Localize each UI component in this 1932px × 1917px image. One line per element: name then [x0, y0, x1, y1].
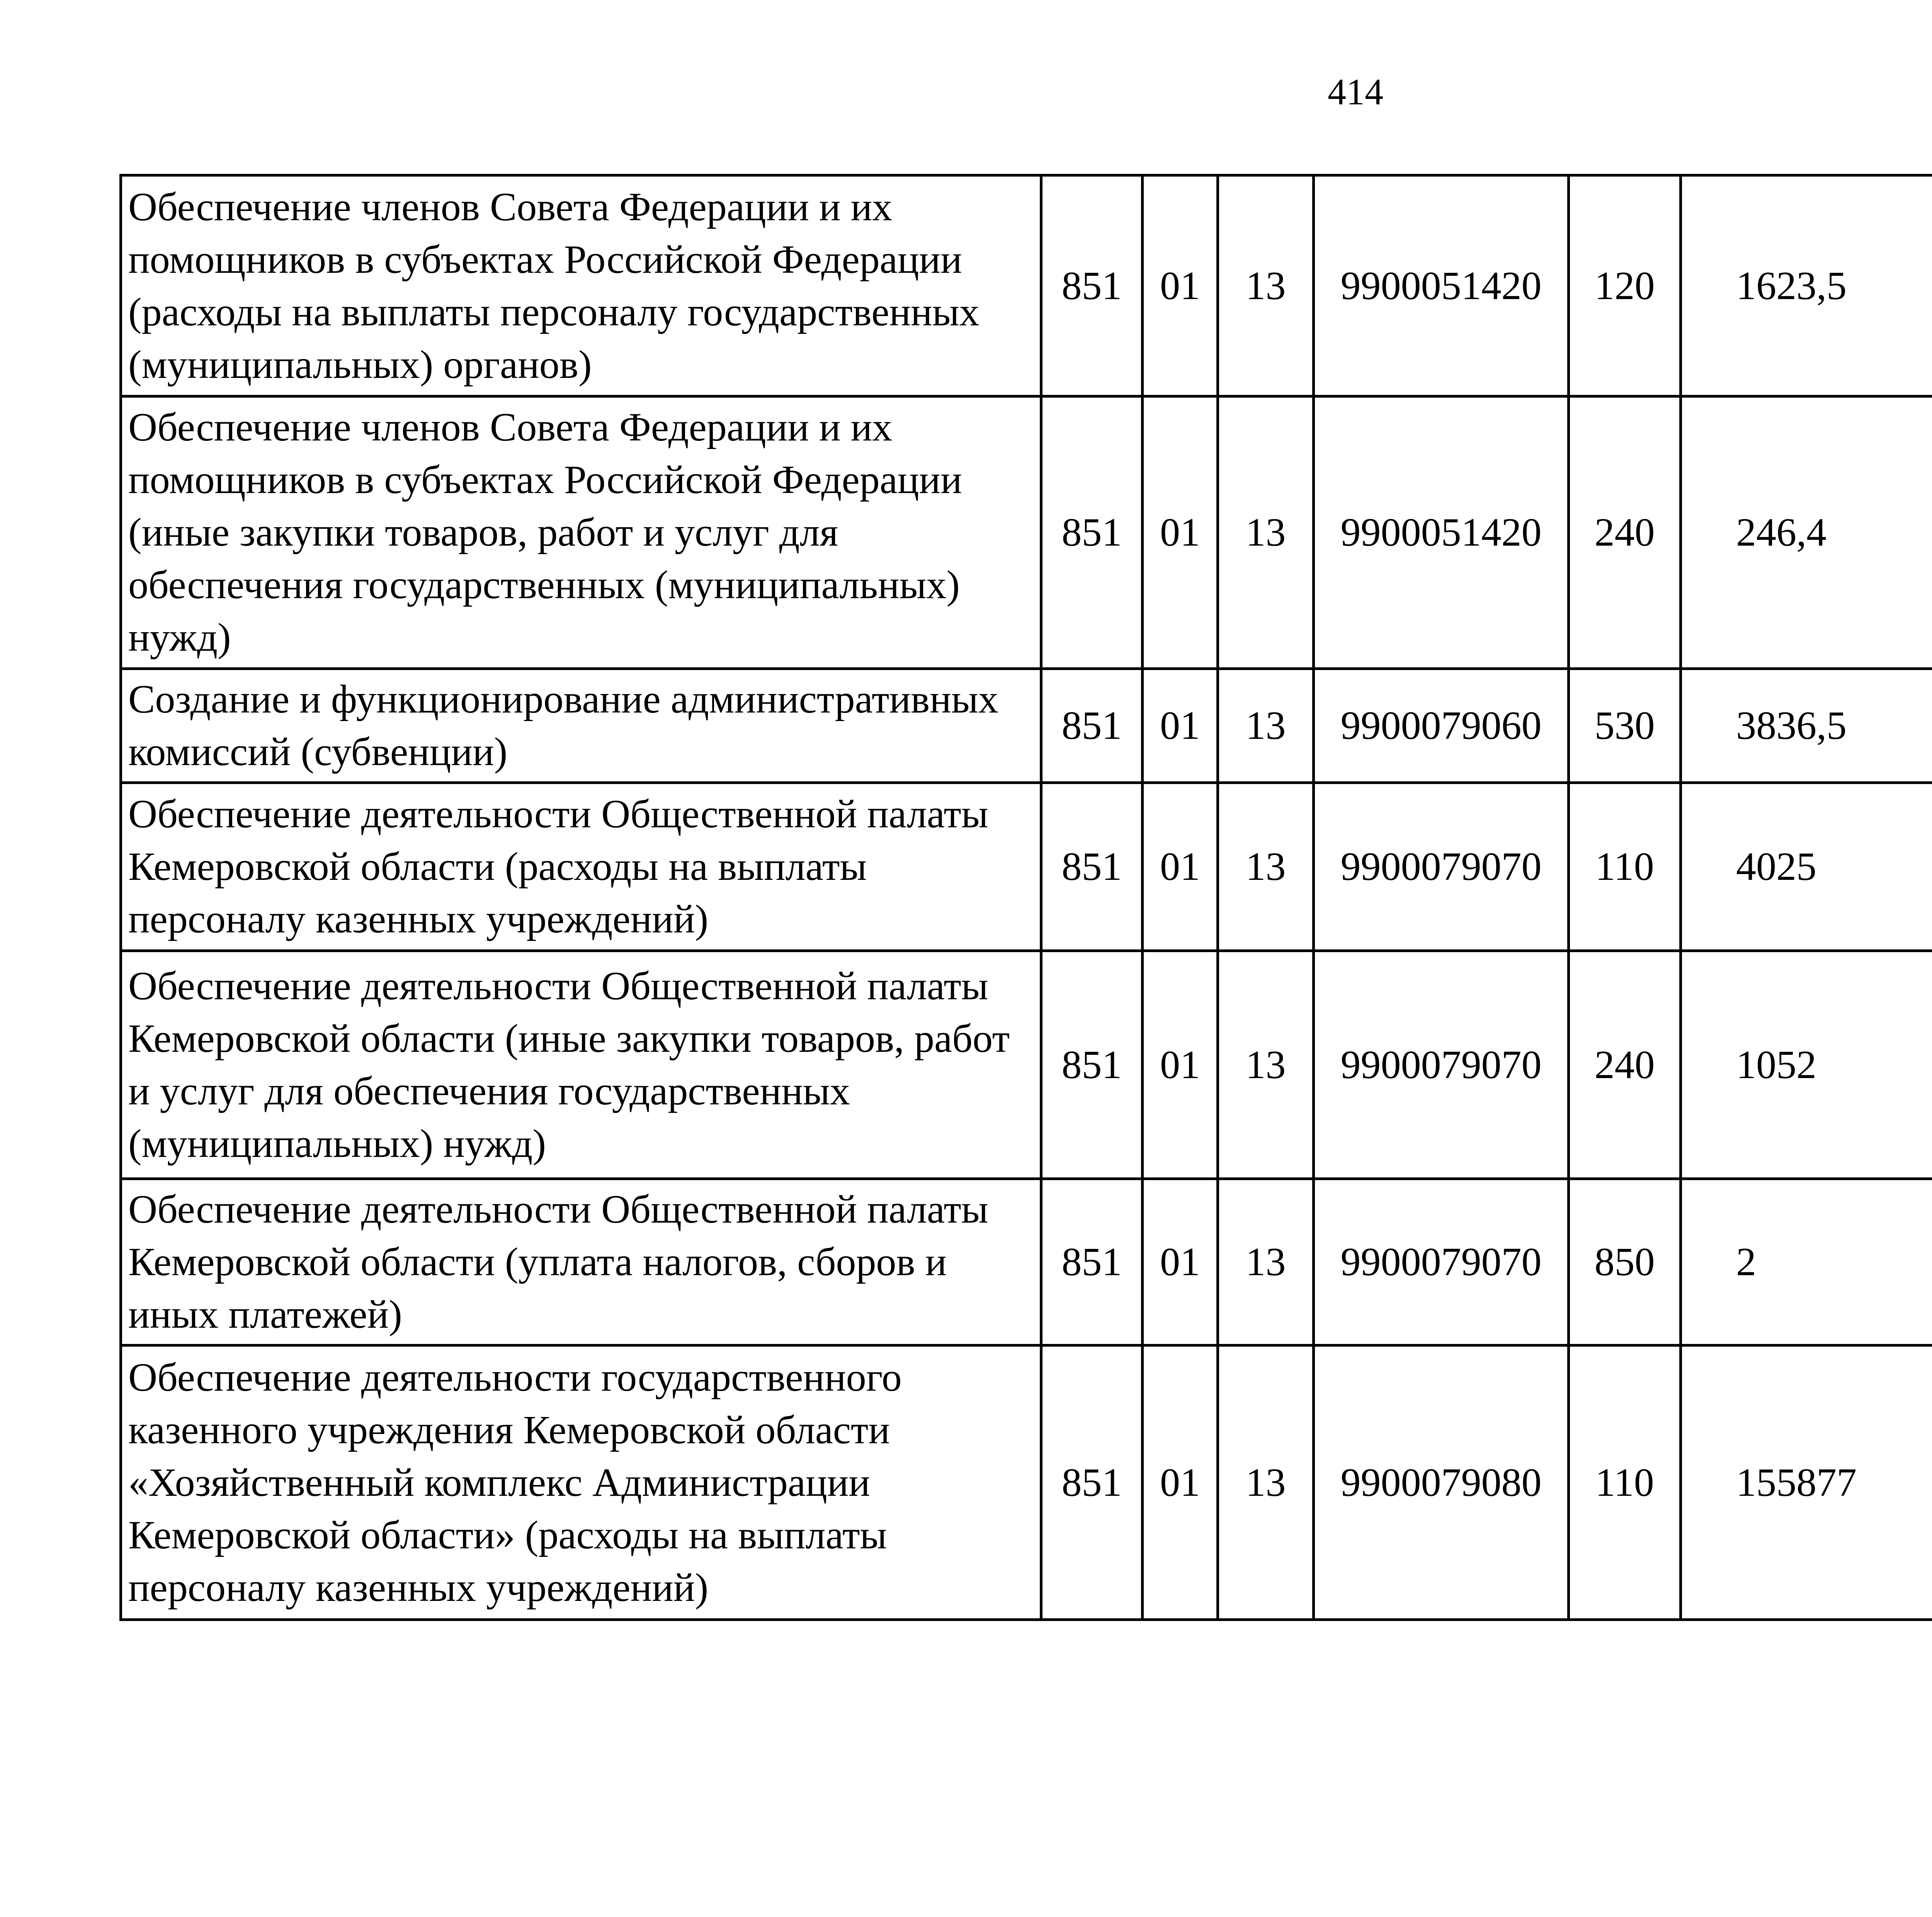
expense-type-code: 530	[1569, 669, 1681, 783]
amount-year-1: 1623,5	[1681, 175, 1932, 396]
ministry-code: 851	[1041, 1345, 1143, 1620]
table-row	[121, 396, 1932, 669]
section-code: 01	[1143, 396, 1218, 669]
table-row	[121, 783, 1932, 951]
amount-year-1: 155877	[1681, 1345, 1932, 1620]
target-article-code: 9900051420	[1314, 175, 1569, 396]
table-row	[121, 669, 1932, 783]
expense-type-code: 110	[1569, 1345, 1681, 1620]
row-description: Обеспечение деятельности Общественной палаты Кемеровской области (расходы на выплаты персоналу казенных учреждений)	[121, 783, 1041, 951]
amount-year-1: 2	[1681, 1179, 1932, 1345]
expense-type-code: 110	[1569, 783, 1681, 951]
table-row	[121, 1179, 1932, 1345]
ministry-code: 851	[1041, 396, 1143, 669]
row-description: Обеспечение деятельности Общественной палаты Кемеровской области (иные закупки товаров, работ и услуг для обеспечения государственных (муниципальных) нужд)	[121, 951, 1041, 1179]
target-article-code: 9900079070	[1314, 951, 1569, 1179]
target-article-code: 9900079070	[1314, 783, 1569, 951]
subsection-code: 13	[1218, 1345, 1314, 1620]
ministry-code: 851	[1041, 175, 1143, 396]
budget-table	[119, 174, 1932, 1621]
amount-year-1: 3836,5	[1681, 669, 1932, 783]
section-code: 01	[1143, 669, 1218, 783]
row-description: Обеспечение деятельности Общественной палаты Кемеровской области (уплата налогов, сборов и иных платежей)	[121, 1179, 1041, 1345]
row-description: Обеспечение членов Совета Федерации и их помощников в субъектах Российской Федерации (расходы на выплаты персоналу государственных (муниципальных) органов)	[121, 175, 1041, 396]
section-code: 01	[1143, 1345, 1218, 1620]
page-number: 414	[1328, 71, 1383, 112]
row-description: Создание и функционирование административных комиссий (субвенции)	[121, 669, 1041, 783]
amount-year-1: 4025	[1681, 783, 1932, 951]
ministry-code: 851	[1041, 951, 1143, 1179]
section-code: 01	[1143, 175, 1218, 396]
ministry-code: 851	[1041, 783, 1143, 951]
subsection-code: 13	[1218, 951, 1314, 1179]
section-code: 01	[1143, 951, 1218, 1179]
table-row	[121, 175, 1932, 396]
ministry-code: 851	[1041, 669, 1143, 783]
expense-type-code: 240	[1569, 396, 1681, 669]
target-article-code: 9900079080	[1314, 1345, 1569, 1620]
expense-type-code: 120	[1569, 175, 1681, 396]
section-code: 01	[1143, 783, 1218, 951]
subsection-code: 13	[1218, 669, 1314, 783]
table-row	[121, 951, 1932, 1179]
subsection-code: 13	[1218, 783, 1314, 951]
table-row	[121, 1345, 1932, 1620]
subsection-code: 13	[1218, 396, 1314, 669]
subsection-code: 13	[1218, 1179, 1314, 1345]
row-description: Обеспечение членов Совета Федерации и их помощников в субъектах Российской Федерации (иные закупки товаров, работ и услуг для обеспечения государственных (муниципальных) нужд)	[121, 396, 1041, 669]
row-description: Обеспечение деятельности государственного казенного учреждения Кемеровской области «Хозяйственный комплекс Администрации Кемеровской области» (расходы на выплаты персоналу казенных учреждений)	[121, 1345, 1041, 1620]
target-article-code: 9900051420	[1314, 396, 1569, 669]
amount-year-1: 1052	[1681, 951, 1932, 1179]
ministry-code: 851	[1041, 1179, 1143, 1345]
subsection-code: 13	[1218, 175, 1314, 396]
target-article-code: 9900079060	[1314, 669, 1569, 783]
target-article-code: 9900079070	[1314, 1179, 1569, 1345]
amount-year-1: 246,4	[1681, 396, 1932, 669]
expense-type-code: 240	[1569, 951, 1681, 1179]
section-code: 01	[1143, 1179, 1218, 1345]
expense-type-code: 850	[1569, 1179, 1681, 1345]
